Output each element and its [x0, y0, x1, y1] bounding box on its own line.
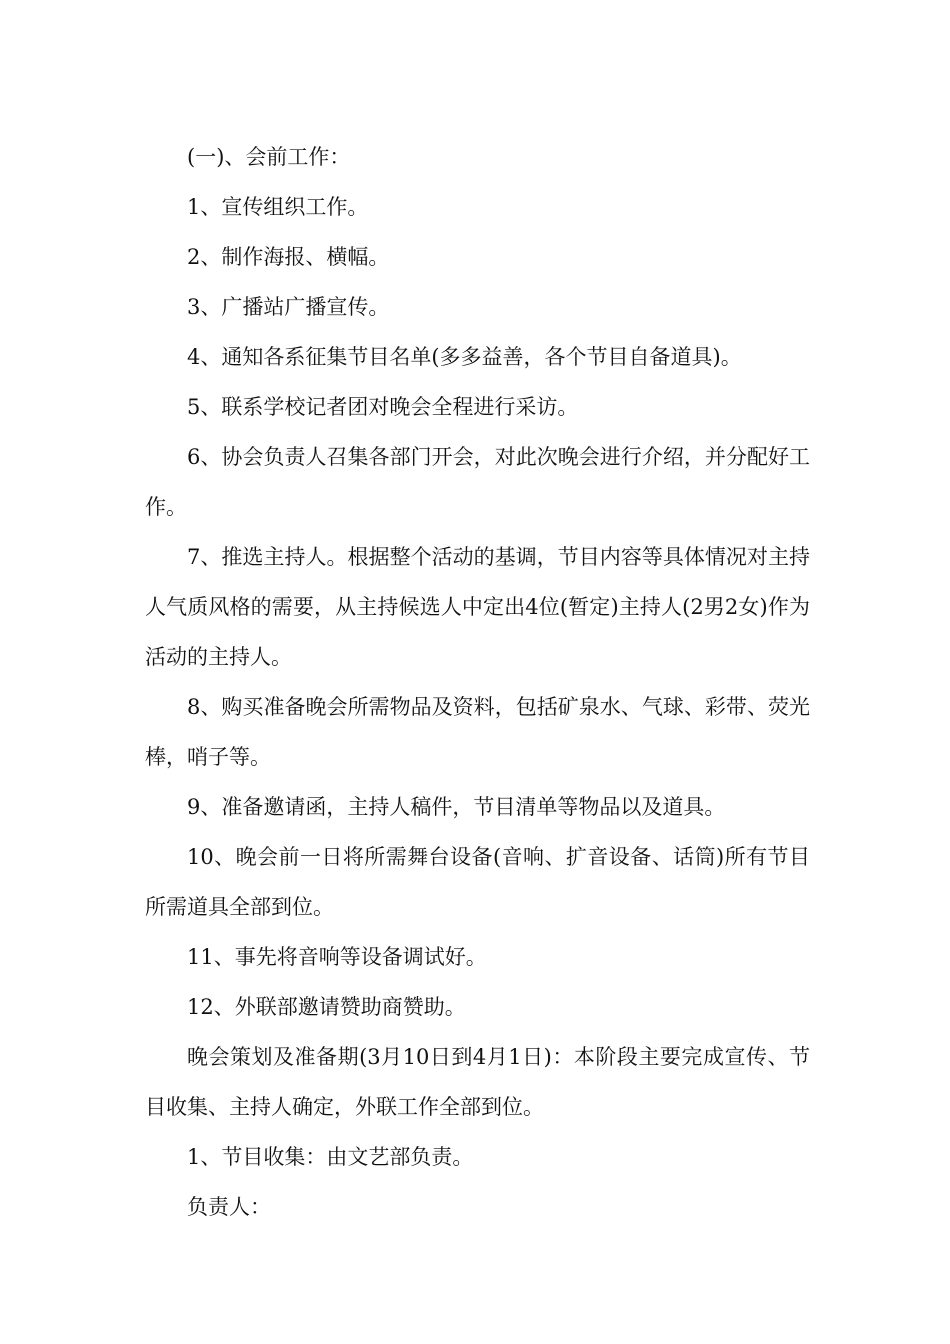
- list-item: 6、协会负责人召集各部门开会，对此次晚会进行介绍，并分配好工作。: [145, 445, 810, 519]
- phase-description: 晚会策划及准备期(3月10日到4月1日)：本阶段主要完成宣传、节目收集、主持人确定，外联工作全部到位。: [145, 1045, 810, 1119]
- list-item: 4、通知各系征集节目名单(多多益善，各个节目自备道具)。: [187, 345, 742, 369]
- document-body: [145, 132, 810, 1232]
- list-item: 1、宣传组织工作。: [187, 195, 369, 219]
- list-item: 12、外联部邀请赞助商赞助。: [187, 995, 466, 1019]
- list-item: 9、准备邀请函，主持人稿件，节目清单等物品以及道具。: [187, 795, 726, 819]
- list-item: 11、事先将音响等设备调试好。: [187, 945, 487, 969]
- section-heading-pre-meeting: (一)、会前工作：: [187, 145, 351, 169]
- list-item: 2、制作海报、横幅。: [187, 245, 390, 269]
- list-item: 8、购买准备晚会所需物品及资料，包括矿泉水、气球、彩带、荧光棒，哨子等。: [145, 695, 810, 769]
- list-item: 1、节目收集：由文艺部负责。: [187, 1145, 474, 1169]
- list-item: 3、广播站广播宣传。: [187, 295, 390, 319]
- list-item: 7、推选主持人。根据整个活动的基调，节目内容等具体情况对主持人气质风格的需要，从主持候选人中定出4位(暂定)主持人(2男2女)作为活动的主持人。: [145, 545, 810, 669]
- responsible-person-label: 负责人：: [187, 1195, 271, 1219]
- list-item: 10、晚会前一日将所需舞台设备(音响、扩音设备、话筒)所有节目所需道具全部到位。: [145, 845, 810, 919]
- list-item: 5、联系学校记者团对晚会全程进行采访。: [187, 395, 579, 419]
